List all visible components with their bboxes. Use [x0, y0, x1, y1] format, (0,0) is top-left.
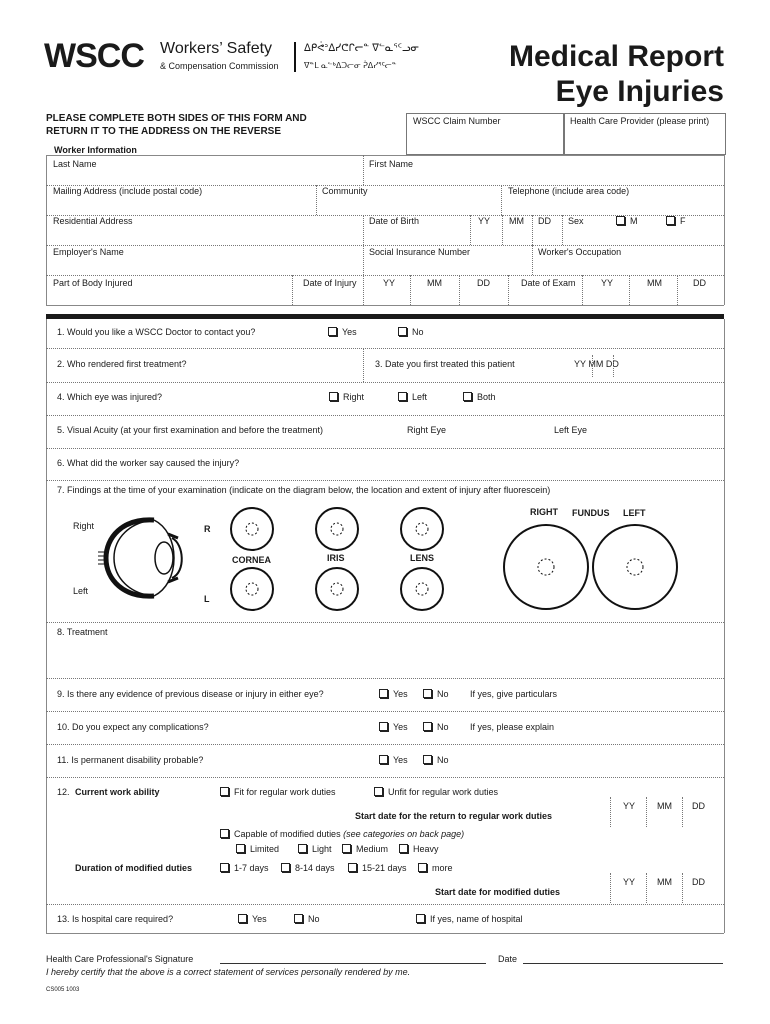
q13-label: 13. Is hospital care required? — [57, 914, 174, 924]
q10-explain-field[interactable]: If yes, please explain — [470, 722, 555, 732]
fundus-left-diagram[interactable] — [591, 523, 679, 611]
category-heavy-checkbox[interactable]: Heavy — [399, 844, 439, 855]
q9-label: 9. Is there any evidence of previous disease or injury in either eye? — [57, 689, 324, 699]
wscc-logo: WSCC — [44, 37, 144, 75]
employer-name-field[interactable]: Employer's Name — [53, 247, 124, 257]
q1-yes-checkbox[interactable]: Yes — [328, 327, 357, 338]
instructions-line1: PLEASE COMPLETE BOTH SIDES OF THIS FORM AND — [46, 113, 307, 124]
q10-label: 10. Do you expect any complications? — [57, 722, 209, 732]
lens-right-diagram[interactable] — [399, 506, 445, 552]
inuktitut-name-line2: ᐁᓐᒪ ᓇᓪᒃᐃᑐᓕᓂ ᕉᐃᓯᕐᑦᓕᓐ — [304, 61, 397, 70]
signature-line[interactable] — [220, 963, 486, 964]
lens-label: LENS — [410, 553, 435, 563]
q1-no-checkbox[interactable]: No — [398, 327, 424, 338]
last-name-field[interactable]: Last Name — [53, 159, 97, 169]
q5-left-eye-field[interactable]: Left Eye — [554, 425, 588, 435]
start-regular-dd-field[interactable]: DD — [692, 801, 705, 811]
start-regular-label: Start date for the return to regular work duties — [355, 811, 553, 821]
sex-m-checkbox[interactable]: M — [616, 216, 638, 227]
claim-number-label: WSCC Claim Number — [413, 116, 501, 126]
form-title-line2: Eye Injuries — [555, 75, 724, 108]
diagram-left-label: Left — [73, 586, 89, 596]
first-name-field[interactable]: First Name — [369, 159, 414, 169]
org-name: Workers’ Safety — [160, 40, 273, 57]
q5-right-eye-field[interactable]: Right Eye — [407, 425, 447, 435]
q9-particulars-field[interactable]: If yes, give particulars — [470, 689, 558, 699]
start-modified-label: Start date for modified duties — [435, 887, 561, 897]
iris-left-diagram[interactable] — [314, 566, 360, 612]
claim-number-field[interactable] — [406, 113, 565, 155]
injury-dd-field[interactable]: DD — [477, 278, 490, 288]
capable-modified-checkbox[interactable]: Capable of modified duties (see categories on back page) — [220, 829, 464, 840]
signature-label: Health Care Professional's Signature — [46, 954, 194, 964]
q13-yes-checkbox[interactable]: Yes — [238, 914, 267, 925]
q1-label: 1. Would you like a WSCC Doctor to contact you? — [57, 327, 256, 337]
form-code: CS005 1003 — [46, 987, 80, 993]
worker-section-title: Worker Information — [54, 145, 137, 155]
sex-label: Sex — [568, 216, 584, 226]
duration-more-checkbox[interactable]: more — [418, 863, 453, 874]
sin-field[interactable]: Social Insurance Number — [369, 247, 471, 257]
duration-15-21-checkbox[interactable]: 15-21 days — [348, 863, 407, 874]
diagram-l-label: L — [204, 594, 210, 604]
community-field[interactable]: Community — [322, 186, 368, 196]
q4-label: 4. Which eye was injured? — [57, 392, 163, 402]
fundus-left-label: LEFT — [623, 508, 646, 518]
date-line[interactable] — [523, 963, 723, 964]
exam-dd-field[interactable]: DD — [693, 278, 706, 288]
cornea-left-diagram[interactable] — [229, 566, 275, 612]
cornea-right-diagram[interactable] — [229, 506, 275, 552]
duration-1-7-checkbox[interactable]: 1-7 days — [220, 863, 269, 874]
instructions-line2: RETURN IT TO THE ADDRESS ON THE REVERSE — [46, 126, 282, 137]
iris-label: IRIS — [327, 553, 345, 563]
q7-label: 7. Findings at the time of your examination (indicate on the diagram below, the location and extent of injury after fluorescein) — [57, 485, 551, 495]
dob-yy-field[interactable]: YY — [478, 216, 491, 226]
provider-field[interactable] — [563, 113, 726, 155]
lens-left-diagram[interactable] — [399, 566, 445, 612]
category-medium-checkbox[interactable]: Medium — [342, 844, 388, 855]
q9-yes-checkbox[interactable]: Yes — [379, 689, 408, 700]
duration-8-14-checkbox[interactable]: 8-14 days — [281, 863, 335, 874]
dob-mm-field[interactable]: MM — [509, 216, 524, 226]
fundus-label: FUNDUS — [572, 508, 610, 518]
q5-label: 5. Visual Acuity (at your first examination and before the treatment) — [57, 425, 323, 435]
q8-treatment-field[interactable]: 8. Treatment — [57, 627, 108, 637]
q6-label[interactable]: 6. What did the worker say caused the injury? — [57, 458, 240, 468]
q11-yes-checkbox[interactable]: Yes — [379, 755, 408, 766]
exam-mm-field[interactable]: MM — [647, 278, 662, 288]
start-modified-yy-field[interactable]: YY — [623, 877, 636, 887]
fit-regular-checkbox[interactable]: Fit for regular work duties — [220, 787, 336, 798]
q4-right-checkbox[interactable]: Right — [329, 392, 364, 403]
provider-label: Health Care Provider (please print) — [570, 116, 710, 126]
q10-no-checkbox[interactable]: No — [423, 722, 449, 733]
q13-no-checkbox[interactable]: No — [294, 914, 320, 925]
q3-date-fields[interactable]: YY MM DD — [574, 359, 619, 369]
telephone-field[interactable]: Telephone (include area code) — [508, 186, 630, 196]
date-of-exam-label: Date of Exam — [521, 278, 576, 288]
body-part-field[interactable]: Part of Body Injured — [53, 278, 133, 288]
start-regular-mm-field[interactable]: MM — [657, 801, 672, 811]
date-of-injury-label: Date of Injury — [303, 278, 357, 288]
iris-right-diagram[interactable] — [314, 506, 360, 552]
q4-left-checkbox[interactable]: Left — [398, 392, 427, 403]
fundus-right-diagram[interactable] — [502, 523, 590, 611]
injury-mm-field[interactable]: MM — [427, 278, 442, 288]
diagram-right-label: Right — [73, 521, 95, 531]
occupation-field[interactable]: Worker's Occupation — [538, 247, 622, 257]
injury-yy-field[interactable]: YY — [383, 278, 396, 288]
fundus-right-label: RIGHT — [530, 507, 558, 517]
org-subtitle: & Compensation Commission — [160, 61, 279, 71]
date-label: Date — [498, 954, 518, 964]
section-divider-bar — [46, 314, 724, 319]
mailing-address-field[interactable]: Mailing Address (include postal code) — [53, 186, 203, 196]
eye-cross-section-icon — [94, 512, 194, 604]
date-of-birth-label: Date of Birth — [369, 216, 420, 226]
header-divider — [294, 42, 296, 72]
dob-dd-field[interactable]: DD — [538, 216, 551, 226]
cornea-label: CORNEA — [232, 555, 272, 565]
start-modified-dd-field[interactable]: DD — [692, 877, 705, 887]
q12-number: 12. — [57, 787, 70, 797]
q13-hospital-field[interactable]: If yes, name of hospital — [416, 914, 523, 925]
q11-no-checkbox[interactable]: No — [423, 755, 449, 766]
start-regular-yy-field[interactable]: YY — [623, 801, 636, 811]
diagram-r-label: R — [204, 524, 211, 534]
start-modified-mm-field[interactable]: MM — [657, 877, 672, 887]
certification-text: I hereby certify that the above is a correct statement of services personally rendered by me. — [46, 967, 411, 977]
residential-address-field[interactable]: Residential Address — [53, 216, 133, 226]
q12-label: Current work ability — [75, 787, 160, 797]
q4-both-checkbox[interactable]: Both — [463, 392, 496, 403]
form-title-line1: Medical Report — [508, 40, 724, 73]
duration-label: Duration of modified duties — [75, 863, 192, 873]
category-limited-checkbox[interactable]: Limited — [236, 844, 279, 855]
sex-f-checkbox[interactable]: F — [666, 216, 686, 227]
unfit-regular-checkbox[interactable]: Unfit for regular work duties — [374, 787, 498, 798]
q9-no-checkbox[interactable]: No — [423, 689, 449, 700]
exam-yy-field[interactable]: YY — [601, 278, 614, 288]
q10-yes-checkbox[interactable]: Yes — [379, 722, 408, 733]
q2-label[interactable]: 2. Who rendered first treatment? — [57, 359, 187, 369]
q11-label: 11. Is permanent disability probable? — [57, 755, 204, 765]
q3-label[interactable]: 3. Date you first treated this patient — [375, 359, 515, 369]
category-light-checkbox[interactable]: Light — [298, 844, 332, 855]
inuktitut-name-line1: ᐃᑭᕚᐣᐃᓯᕦᒋᓕᓐ ᐁᓪᓇᕐᑦᓗᓂ — [304, 43, 419, 54]
